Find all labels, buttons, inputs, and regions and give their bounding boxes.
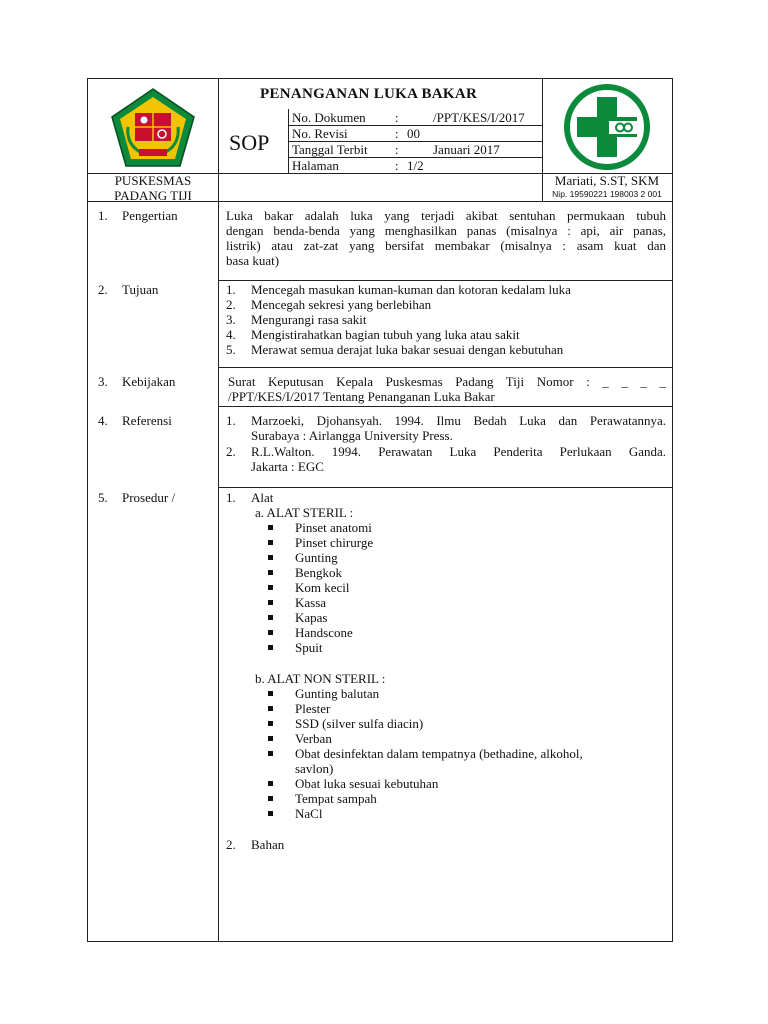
bullet-icon bbox=[268, 691, 273, 696]
equipment-item: Pinset chirurge bbox=[295, 535, 374, 550]
equipment-item: SSD (silver sulfa diacin) bbox=[295, 716, 424, 731]
signer-name: Mariati, S.ST, SKM bbox=[554, 173, 660, 188]
equipment-item: Obat desinfektan dalam tempatnya (bethadine, alkohol, bbox=[295, 746, 583, 761]
referensi-line: Jakarta : EGC bbox=[251, 459, 324, 474]
row-divider bbox=[218, 367, 672, 368]
tujuan-number: 4. bbox=[226, 327, 236, 342]
bullet-icon bbox=[268, 630, 273, 635]
puskesmas-logo bbox=[108, 87, 198, 169]
meta-separator: : bbox=[395, 110, 399, 125]
document-title: PENANGANAN LUKA BAKAR bbox=[260, 86, 478, 102]
bullet-icon bbox=[268, 585, 273, 590]
section-label-kebijakan: Kebijakan bbox=[122, 374, 176, 389]
meta-separator: : bbox=[395, 142, 399, 157]
equipment-item: Spuit bbox=[295, 640, 323, 655]
section-label-tujuan: Tujuan bbox=[122, 282, 159, 297]
equipment-item: Verban bbox=[295, 731, 332, 746]
tujuan-item: Merawat semua derajat luka bakar sesuai dengan kebutuhan bbox=[251, 342, 564, 357]
tujuan-item: Mengurangi rasa sakit bbox=[251, 312, 367, 327]
referensi-line: R.L.Walton. 1994. Perawatan Luka Penderita Perlukaan Ganda. bbox=[251, 444, 666, 459]
pengertian-line: dengan benda-benda yang menghasilkan panas (misalnya : api, air panas, bbox=[226, 223, 666, 238]
section-label-prosedur: Prosedur / bbox=[122, 490, 176, 505]
referensi-line: Surabaya : Airlangga University Press. bbox=[251, 428, 453, 443]
equipment-item: Gunting bbox=[295, 550, 338, 565]
tujuan-item: Mencegah masukan kuman-kuman dan kotoran kedalam luka bbox=[251, 282, 571, 297]
org-name-line2: PADANG TIJI bbox=[114, 188, 192, 203]
prosedur-step-label: Bahan bbox=[251, 837, 285, 852]
equipment-item: Kassa bbox=[295, 595, 327, 610]
tujuan-number: 1. bbox=[226, 282, 236, 297]
bullet-icon bbox=[268, 796, 273, 801]
equipment-item: savlon) bbox=[295, 761, 334, 776]
equipment-item: Pinset anatomi bbox=[295, 520, 372, 535]
meta-value: 1/2 bbox=[407, 158, 424, 173]
kebijakan-line: /PPT/KES/I/2017 Tentang Penanganan Luka Bakar bbox=[228, 389, 495, 404]
alat-non-steril-heading: b. ALAT NON STERIL : bbox=[255, 671, 386, 686]
pengertian-line: listrik) atau zat-zat yang bersifat membakar (misalnya : asam kuat dan bbox=[226, 238, 666, 253]
equipment-item: Bengkok bbox=[295, 565, 342, 580]
meta-label: No. Revisi bbox=[292, 126, 348, 141]
referensi-number: 1. bbox=[226, 413, 236, 428]
equipment-item: Kapas bbox=[295, 610, 328, 625]
tujuan-item: Mengistirahatkan bagian tubuh yang luka atau sakit bbox=[251, 327, 520, 342]
pengertian-line: basa kuat) bbox=[226, 253, 280, 268]
row-divider bbox=[218, 280, 672, 281]
bullet-icon bbox=[268, 751, 273, 756]
bullet-icon bbox=[268, 811, 273, 816]
org-name-line1: PUSKESMAS bbox=[114, 173, 192, 188]
bullet-icon bbox=[268, 540, 273, 545]
equipment-item: Kom kecil bbox=[295, 580, 350, 595]
equipment-item: Handscone bbox=[295, 625, 353, 640]
equipment-item: Tempat sampah bbox=[295, 791, 377, 806]
bullet-icon bbox=[268, 645, 273, 650]
equipment-item: Gunting balutan bbox=[295, 686, 380, 701]
tujuan-item: Mencegah sekresi yang berlebihan bbox=[251, 297, 432, 312]
tujuan-number: 3. bbox=[226, 312, 236, 327]
signer-nip: Nip. 19590221 198003 2 001 bbox=[552, 189, 662, 199]
meta-separator: : bbox=[395, 126, 399, 141]
prosedur-step-label: Alat bbox=[251, 490, 274, 505]
tujuan-number: 5. bbox=[226, 342, 236, 357]
equipment-item: NaCl bbox=[295, 806, 323, 821]
pengertian-line: Luka bakar adalah luka yang terjadi akibat sentuhan permukaan tubuh bbox=[226, 208, 666, 223]
row-divider bbox=[218, 406, 672, 407]
bullet-icon bbox=[268, 706, 273, 711]
bullet-icon bbox=[268, 615, 273, 620]
row-divider bbox=[218, 487, 672, 488]
section-number: 3. bbox=[98, 374, 108, 389]
prosedur-step-number: 1. bbox=[226, 490, 236, 505]
section-number: 4. bbox=[98, 413, 108, 428]
bullet-icon bbox=[268, 555, 273, 560]
kemenkes-logo bbox=[562, 83, 652, 171]
bullet-icon bbox=[268, 570, 273, 575]
section-number: 5. bbox=[98, 490, 108, 505]
meta-value: 00 bbox=[407, 126, 420, 141]
section-label-pengertian: Pengertian bbox=[122, 208, 178, 223]
equipment-item: Obat luka sesuai kebutuhan bbox=[295, 776, 439, 791]
meta-value: Januari 2017 bbox=[433, 142, 500, 157]
kebijakan-line: Surat Keputusan Kepala Puskesmas Padang Tiji Nomor : _ _ _ _ bbox=[228, 374, 666, 389]
meta-label: Halaman bbox=[292, 158, 339, 173]
sop-document bbox=[87, 78, 673, 942]
referensi-line: Marzoeki, Djohansyah. 1994. Ilmu Bedah Luka dan Perawatannya. bbox=[251, 413, 666, 428]
equipment-item: Plester bbox=[295, 701, 331, 716]
meta-label: Tanggal Terbit bbox=[292, 142, 368, 157]
sop-label: SOP bbox=[229, 130, 270, 155]
bullet-icon bbox=[268, 781, 273, 786]
bullet-icon bbox=[268, 600, 273, 605]
bullet-icon bbox=[268, 736, 273, 741]
section-label-referensi: Referensi bbox=[122, 413, 172, 428]
alat-steril-heading: a. ALAT STERIL : bbox=[255, 505, 354, 520]
bullet-icon bbox=[268, 525, 273, 530]
tujuan-number: 2. bbox=[226, 297, 236, 312]
section-number: 2. bbox=[98, 282, 108, 297]
section-number: 1. bbox=[98, 208, 108, 223]
meta-separator: : bbox=[395, 158, 399, 173]
prosedur-step-number: 2. bbox=[226, 837, 236, 852]
column-divider bbox=[218, 79, 219, 941]
bullet-icon bbox=[268, 721, 273, 726]
meta-label: No. Dokumen bbox=[292, 110, 366, 125]
referensi-number: 2. bbox=[226, 444, 236, 459]
meta-value: /PPT/KES/I/2017 bbox=[433, 110, 525, 125]
